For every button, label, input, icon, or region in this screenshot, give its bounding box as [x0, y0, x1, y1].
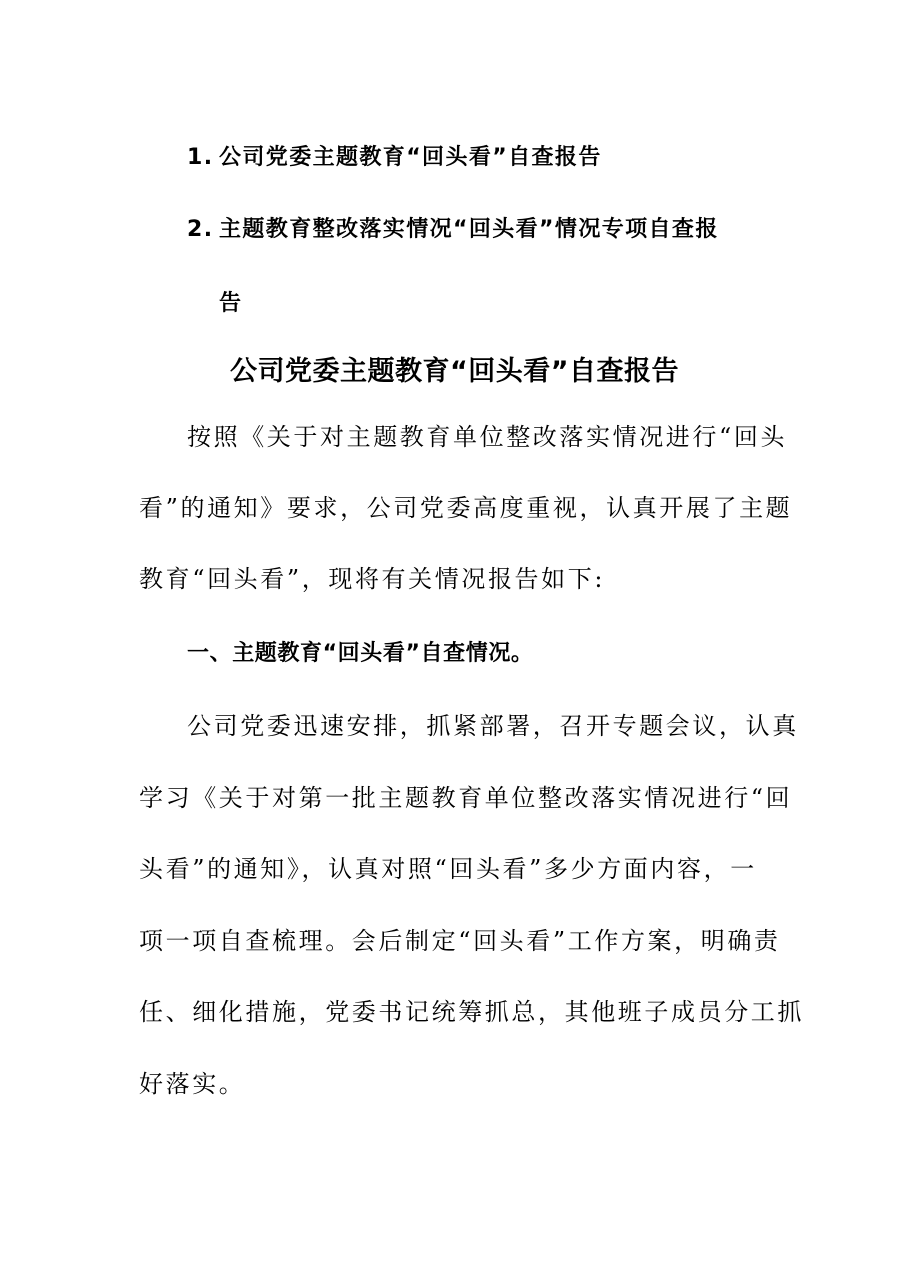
intro-line-3: 教育“回头看”，现将有关情况报告如下: — [139, 565, 606, 593]
section-heading: 一、主题教育“回头看”自查情况。 — [187, 641, 534, 666]
intro-line-2: 看”的通知》要求，公司党委高度重视，认真开展了主题 — [139, 494, 793, 522]
section-line-3: 头看”的通知》，认真对照“回头看”多少方面内容，一 — [139, 855, 757, 883]
section-line-1: 公司党委迅速安排，抓紧部署，召开专题会议，认真 — [187, 712, 799, 740]
toc-item-2[interactable] — [187, 218, 827, 242]
intro-line-1: 按照《关于对主题教育单位整改落实情况进行“回头 — [187, 423, 788, 451]
toc-item-2-continuation: 告 — [219, 291, 243, 316]
toc-item-text: 主题教育整改落实情况“回头看”情况专项自查报 — [219, 217, 719, 242]
section-line-4: 项一项自查梳理。会后制定“回头看”工作方案，明确责 — [139, 927, 781, 955]
toc-item-number: 2. — [187, 217, 214, 242]
toc-item-text: 公司党委主题教育“回头看”自查报告 — [219, 145, 602, 170]
toc-item-1[interactable] — [187, 146, 827, 170]
toc-item-number: 1. — [187, 145, 214, 170]
section-line-5: 任、细化措施，党委书记统筹抓总，其他班子成员分工抓 — [139, 998, 804, 1026]
section-line-2: 学习《关于对第一批主题教育单位整改落实情况进行“回 — [139, 784, 793, 812]
document-title: 公司党委主题教育“回头看”自查报告 — [230, 356, 679, 387]
section-line-6: 好落实。 — [139, 1070, 246, 1098]
